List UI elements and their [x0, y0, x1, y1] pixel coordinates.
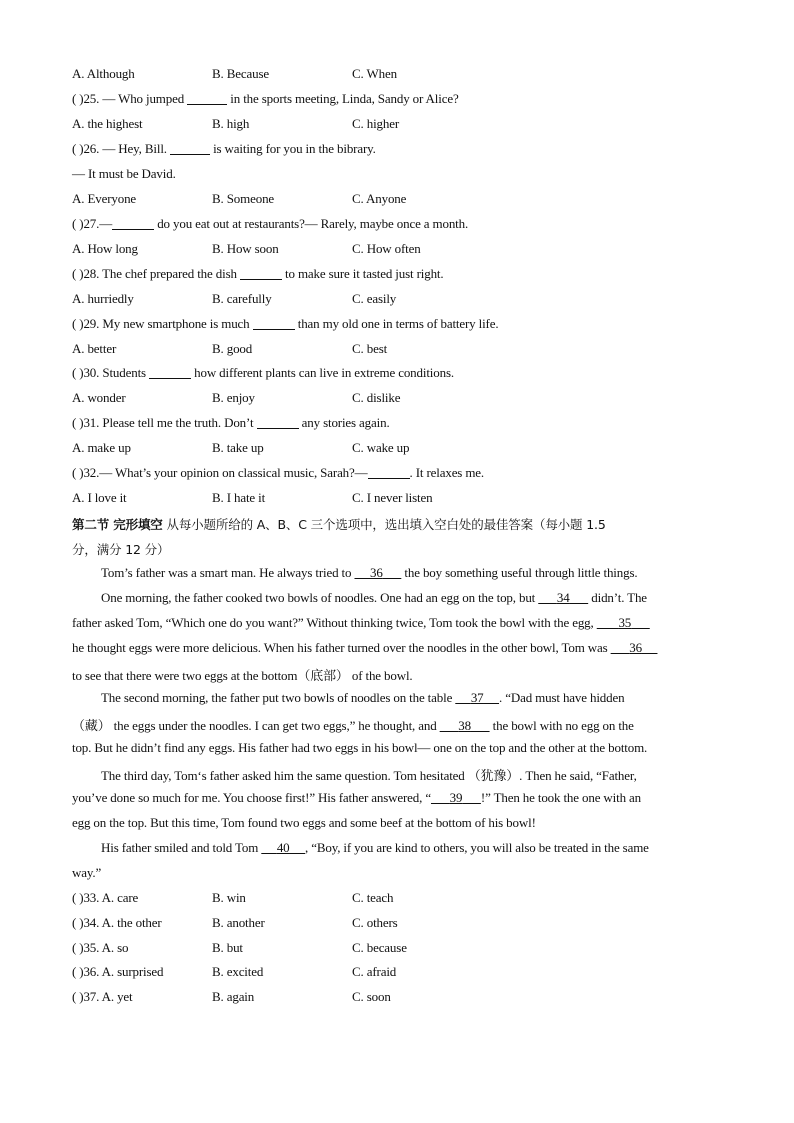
question-26: ( )26. — Hey, Bill. is waiting for you in the bibrary.	[72, 141, 376, 156]
option-a: A. better	[72, 341, 117, 356]
option-c: C. teach	[352, 890, 394, 905]
passage-line: way.”	[72, 865, 102, 880]
passage-line: His father smiled and told Tom 40 , “Boy, if you are kind to others, you will also be treated in the same	[101, 840, 649, 855]
blank-number: 36	[629, 640, 642, 655]
option-c: C. others	[352, 915, 398, 930]
option-c: C. Anyone	[352, 191, 407, 206]
section-instruction-cont: 分，满分 12 分）	[72, 542, 170, 557]
option-c: C. easily	[352, 291, 397, 306]
option-c: C. wake up	[352, 440, 410, 455]
question-28: ( )28. The chef prepared the dish to make sure it tasted just right.	[72, 266, 444, 281]
option-b: B. excited	[212, 964, 264, 979]
option-a: A. How long	[72, 241, 138, 256]
option-c: C. soon	[352, 989, 391, 1004]
option-c: C. How often	[352, 241, 421, 256]
option-b: B. another	[212, 915, 265, 930]
question-26-reply: — It must be David.	[72, 166, 176, 181]
blank-number: 40	[276, 840, 290, 855]
option-a: A. the highest	[72, 116, 143, 131]
option-b: B. again	[212, 989, 255, 1004]
option-c: C. dislike	[352, 390, 401, 405]
answer-blank	[368, 466, 410, 479]
option-a: A. wonder	[72, 390, 126, 405]
blank-number: 35	[618, 615, 632, 630]
answer-blank	[112, 217, 154, 230]
passage-line: father asked Tom, “Which one do you want?” Without thinking twice, Tom took the bowl with the egg, 35	[72, 615, 724, 631]
option-b: B. but	[212, 940, 243, 955]
question-32: ( )32.— What’s your opinion on classical music, Sarah?— . It relaxes me.	[72, 465, 484, 480]
question-36: ( )36. A. surprised	[72, 964, 164, 979]
option-b: B. take up	[212, 440, 264, 455]
question-34: ( )34. A. the other	[72, 915, 162, 930]
option-b: B. Someone	[212, 191, 275, 206]
option-b: B. How soon	[212, 241, 279, 256]
option-b: B. good	[212, 341, 253, 356]
option-b: B. enjoy	[212, 390, 255, 405]
section-title: 第二节 完形填空	[72, 517, 163, 532]
answer-blank	[257, 416, 299, 429]
blank-number: 36	[370, 565, 383, 580]
option-a: A. make up	[72, 440, 131, 455]
passage-line: The third day, Tom‘s father asked him the same question. Tom hesitated （犹豫）. Then he said, “Father,	[101, 768, 637, 783]
option-c: C. because	[352, 940, 407, 955]
passage-line: One morning, the father cooked two bowls of noodles. One had an egg on the top, but 34 didn’t. The	[101, 590, 647, 605]
question-30: ( )30. Students how different plants can live in extreme conditions.	[72, 365, 454, 380]
option-b: B. Because	[212, 66, 269, 81]
option-c: C. I never listen	[352, 490, 433, 505]
option-c: C. best	[352, 341, 388, 356]
passage-line: Tom’s father was a smart man. He always tried to 36 the boy something useful through little things.	[101, 565, 638, 580]
question-25: ( )25. — Who jumped in the sports meeting, Linda, Sandy or Alice?	[72, 91, 459, 106]
question-29: ( )29. My new smartphone is much than my old one in terms of battery life.	[72, 316, 499, 331]
answer-blank	[149, 366, 191, 379]
section-instruction: 从每小题所给的 A、B、C 三个选项中，选出填入空白处的最佳答案（每小题 1.5	[162, 517, 606, 532]
passage-line: （藏） the eggs under the noodles. I can get two eggs,” he thought, and 38 the bowl with no egg on the	[72, 718, 634, 733]
option-b: B. high	[212, 116, 250, 131]
option-c: C. afraid	[352, 964, 397, 979]
passage-line: you’ve done so much for me. You choose first!” His father answered, “ 39 !” Then he took the one with an	[72, 790, 641, 805]
question-31: ( )31. Please tell me the truth. Don’t any stories again.	[72, 415, 390, 430]
option-b: B. win	[212, 890, 246, 905]
answer-blank	[170, 142, 210, 155]
option-a: A. I love it	[72, 490, 127, 505]
option-c: C. higher	[352, 116, 400, 131]
option-b: B. I hate it	[212, 490, 266, 505]
option-a: A. Although	[72, 66, 135, 81]
option-a: A. Everyone	[72, 191, 137, 206]
question-35: ( )35. A. so	[72, 940, 129, 955]
option-a: A. hurriedly	[72, 291, 134, 306]
answer-blank	[187, 92, 227, 105]
passage-line: top. But he didn’t find any eggs. His father had two eggs in his bowl— one on the top and the other at the bottom.	[72, 740, 648, 755]
option-b: B. carefully	[212, 291, 272, 306]
passage-line: The second morning, the father put two bowls of noodles on the table 37 . “Dad must have hidden	[101, 690, 625, 705]
passage-line: egg on the top. But this time, Tom found two eggs and some beef at the bottom of his bowl!	[72, 815, 536, 830]
answer-blank	[253, 317, 295, 330]
answer-blank	[240, 267, 282, 280]
question-37: ( )37. A. yet	[72, 989, 133, 1004]
blank-number: 37	[470, 690, 484, 705]
option-c: C. When	[352, 66, 397, 81]
passage-line: he thought eggs were more delicious. When his father turned over the noodles in the other bowl, Tom was 36	[72, 640, 724, 656]
question-27: ( )27.— do you eat out at restaurants?— Rarely, maybe once a month.	[72, 216, 469, 231]
blank-number: 34	[556, 590, 570, 605]
section-heading	[72, 515, 606, 533]
question-33: ( )33. A. care	[72, 890, 139, 905]
passage-line: to see that there were two eggs at the bottom（底部） of the bowl.	[72, 668, 413, 683]
blank-number: 39	[449, 790, 463, 805]
blank-number: 38	[458, 718, 471, 733]
